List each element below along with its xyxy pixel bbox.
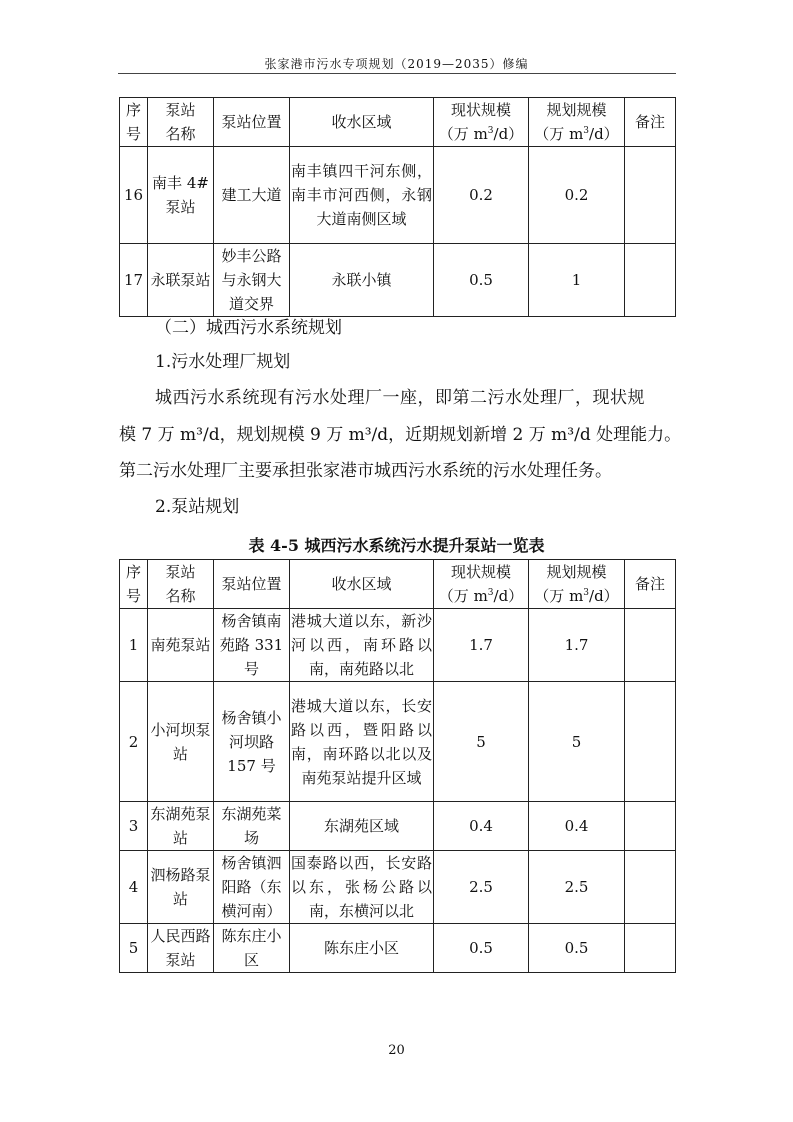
cell-no: 17 [120, 244, 148, 317]
cell-no: 4 [120, 851, 148, 924]
cell-location: 妙丰公路与永钢大道交界 [214, 244, 290, 317]
cell-current: 5 [434, 682, 529, 802]
cell-note [625, 802, 676, 851]
table-row [120, 682, 676, 802]
cell-current: 2.5 [434, 851, 529, 924]
header-planned-line1: 规划规模 [546, 101, 607, 119]
unit-suffix: /d） [589, 587, 619, 605]
table-caption: 表 4-5 城西污水系统污水提升泵站一览表 [248, 536, 545, 555]
table-row [120, 609, 676, 682]
header-area: 收水区域 [290, 560, 434, 609]
header-name-line1: 泵站 [165, 563, 196, 581]
pump-station-table [119, 559, 676, 973]
cell-name: 泗杨路泵站 [148, 851, 214, 924]
cell-area: 东湖苑区域 [290, 802, 434, 851]
paragraph-line: 第二污水处理厂主要承担张家港市城西污水系统的污水处理任务。 [119, 461, 612, 481]
table-row [120, 244, 676, 317]
header-planned [529, 560, 625, 609]
header-planned-line1: 规划规模 [546, 563, 607, 581]
subsection-title: 1.污水处理厂规划 [155, 352, 291, 372]
unit-exponent: 3 [583, 588, 590, 598]
running-header: 张家港市污水专项规划（2019—2035）修编 [264, 57, 529, 71]
cell-current: 0.5 [434, 924, 529, 973]
unit-suffix: /d） [493, 587, 524, 605]
header-current [434, 98, 529, 147]
cell-planned: 0.5 [529, 924, 625, 973]
cell-current: 1.7 [434, 609, 529, 682]
cell-note [625, 147, 676, 244]
cell-location: 杨舍镇泗阳路（东横河南） [214, 851, 290, 924]
cell-name: 南丰 4#泵站 [148, 147, 214, 244]
table-row [120, 924, 676, 973]
cell-no: 16 [120, 147, 148, 244]
table-row [120, 851, 676, 924]
header-no [120, 560, 148, 609]
header-no-line1: 序 [125, 563, 141, 581]
cell-planned: 0.2 [529, 147, 625, 244]
cell-note [625, 244, 676, 317]
cell-note [625, 682, 676, 802]
section-title: （二）城西污水系统规划 [155, 318, 342, 338]
page-number: 20 [388, 1043, 405, 1058]
cell-area: 国泰路以西，长安路以东，张杨公路以南，东横河以北 [290, 851, 434, 924]
cell-planned: 1 [529, 244, 625, 317]
header-no-line2: 号 [125, 587, 141, 605]
table-header-row [120, 560, 676, 609]
cell-planned: 1.7 [529, 609, 625, 682]
header-name [148, 560, 214, 609]
header-location: 泵站位置 [214, 98, 290, 147]
paragraph-line: 模 7 万 m³/d，规划规模 9 万 m³/d，近期规划新增 2 万 m³/d 处理能力。 [119, 425, 682, 445]
cell-area: 港城大道以东，新沙河以西，南环路以南，南苑路以北 [290, 609, 434, 682]
cell-planned: 0.4 [529, 802, 625, 851]
cell-area: 永联小镇 [290, 244, 434, 317]
cell-planned: 5 [529, 682, 625, 802]
cell-location: 陈东庄小区 [214, 924, 290, 973]
header-current [434, 560, 529, 609]
header-name-line2: 名称 [165, 587, 196, 605]
cell-current: 0.2 [434, 147, 529, 244]
cell-current: 0.5 [434, 244, 529, 317]
header-location: 泵站位置 [214, 560, 290, 609]
table-row [120, 802, 676, 851]
header-no-line2: 号 [125, 125, 141, 143]
unit-suffix: /d） [589, 125, 619, 143]
header-note: 备注 [625, 560, 676, 609]
unit-exponent: 3 [487, 588, 494, 598]
cell-note [625, 924, 676, 973]
unit-prefix: （万 m [438, 125, 488, 143]
header-current-line1: 现状规模 [450, 101, 511, 119]
unit-prefix: （万 m [534, 125, 584, 143]
unit-exponent: 3 [487, 126, 494, 136]
cell-note [625, 851, 676, 924]
cell-area: 陈东庄小区 [290, 924, 434, 973]
header-no-line1: 序 [125, 101, 141, 119]
header-name-line1: 泵站 [165, 101, 196, 119]
header-current-unit [435, 122, 527, 146]
cell-name: 小河坝泵站 [148, 682, 214, 802]
unit-exponent: 3 [583, 126, 590, 136]
pump-station-table-continued [119, 97, 676, 317]
cell-name: 南苑泵站 [148, 609, 214, 682]
header-name [148, 98, 214, 147]
header-no [120, 98, 148, 147]
cell-area: 南丰镇四干河东侧，南丰市河西侧，永钢大道南侧区域 [290, 147, 434, 244]
cell-no: 5 [120, 924, 148, 973]
unit-suffix: /d） [493, 125, 524, 143]
header-area: 收水区域 [290, 98, 434, 147]
header-note: 备注 [625, 98, 676, 147]
header-planned-unit [530, 122, 623, 146]
table-header-row [120, 98, 676, 147]
cell-location: 建工大道 [214, 147, 290, 244]
header-name-line2: 名称 [165, 125, 196, 143]
cell-no: 1 [120, 609, 148, 682]
cell-name: 东湖苑泵站 [148, 802, 214, 851]
paragraph-line: 城西污水系统现有污水处理厂一座，即第二污水处理厂，现状规 [155, 388, 645, 408]
cell-location: 杨舍镇南苑路 331 号 [214, 609, 290, 682]
cell-planned: 2.5 [529, 851, 625, 924]
header-current-unit [435, 584, 527, 608]
cell-location: 杨舍镇小河坝路 157 号 [214, 682, 290, 802]
header-rule [118, 73, 676, 74]
table-row [120, 147, 676, 244]
header-current-line1: 现状规模 [450, 563, 511, 581]
cell-area: 港城大道以东，长安路以西，暨阳路以南，南环路以北以及南苑泵站提升区域 [290, 682, 434, 802]
cell-no: 2 [120, 682, 148, 802]
unit-prefix: （万 m [438, 587, 488, 605]
header-planned [529, 98, 625, 147]
cell-name: 永联泵站 [148, 244, 214, 317]
cell-note [625, 609, 676, 682]
cell-location: 东湖苑菜场 [214, 802, 290, 851]
header-planned-unit [530, 584, 623, 608]
cell-current: 0.4 [434, 802, 529, 851]
cell-no: 3 [120, 802, 148, 851]
unit-prefix: （万 m [534, 587, 584, 605]
cell-name: 人民西路泵站 [148, 924, 214, 973]
subsection-title: 2.泵站规划 [155, 497, 240, 517]
